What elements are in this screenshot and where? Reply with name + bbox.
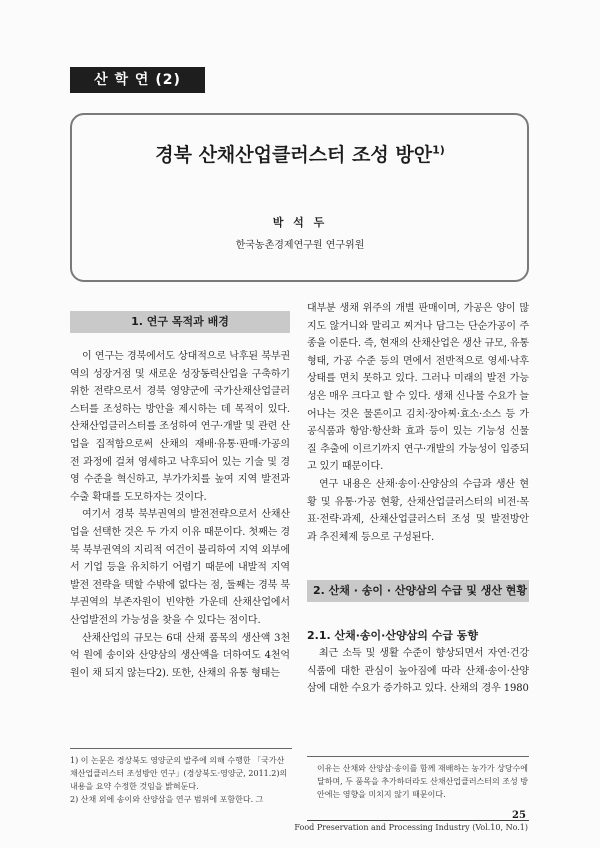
right-column-lower [307, 645, 529, 698]
paragraph: 최근 소득 및 생활 수준이 향상되면서 자연·건강식품에 대한 관심이 높아짐에 따라 산채·송이·산양삼에 대한 수요가 증가하고 있다. 산채의 경우 1980 [307, 648, 529, 695]
footnote-divider [307, 756, 529, 757]
left-column [70, 348, 290, 682]
journal-name: Food Preservation and Processing Industry (Vol.10, No.1) [294, 823, 528, 832]
paragraph: 대부분 생채 위주의 개별 판매이며, 가공은 양이 많지도 않거니와 말리고 찌거나 담그는 단순가공이 주종을 이룬다. 즉, 현재의 산채산업은 생산 규모, 유통 형태, 가공 수준 등의 면에서 전반적으로 영세·낙후 상태를 면치 못하고 있다. 그러나 미래의 발전 가능성은 매우 크다고 할 수 있다. 생채 신나물 수요가 늘어나는 것은 물론이고 김치·장아찌·효소·소스 등 가공식품과 항암·항산화 효과 등이 있는 기능성 신물질 추출에 이르기까지 연구·개발의 가능성이 입증되고 있기 때문이다. [307, 303, 529, 473]
section-heading-2: 2. 산채 · 송이 · 산양삼의 수급 및 생산 현황 [307, 580, 529, 602]
section-tag: 산 학 연 (2) [70, 67, 205, 93]
paragraph: 산채산업의 규모는 6대 산채 품목의 생산액 3천억 원에 송이와 산양삼의 생산액을 더하여도 4천억 원이 채 되지 않는다2). 또한, 산채의 유통 형태는 [70, 632, 290, 679]
title-footnote-mark: 1) [432, 143, 445, 157]
right-column [307, 300, 529, 546]
author-affiliation: 한국농촌경제연구원 연구위원 [235, 240, 365, 251]
footer-rule [307, 820, 529, 821]
subsection-heading: 2.1. 산채·송이·산양삼의 수급 동향 [307, 629, 479, 642]
article-title: 경북 산채산업클러스터 조성 방안$^{1)}$ [155, 143, 445, 166]
author-name: 박 석 두 [272, 216, 328, 229]
section-heading-1: 1. 연구 목적과 배경 [70, 311, 290, 333]
paragraph: 이 연구는 경북에서도 상대적으로 낙후된 북부권역의 성장거점 및 새로운 성장동력산업을 구축하기 위한 전략으로서 경북 영양군에 국가산채산업클러스터를 조성하는 방안을 제시하는 데 목적이 있다. 산채산업클러스터를 조성하여 연구·개발 및 관련 산업을 집적함으로써 산채의 재배·유통·판매·가공의 전 과정에 걸쳐 영세하고 낙후되어 있는 기술 및 경영 수준을 혁신하고, 부가가치를 높여 지역 발전과 수출 확대를 도모하자는 것이다. [70, 351, 290, 503]
footnote-continued: 이유는 산채와 산양삼·송이를 함께 재배하는 농가가 상당수에 달하며, 두 품목을 추가하더라도 산채산업클러스터의 조성 방안에는 영향을 미치지 않기 때문이다. [317, 764, 528, 799]
page-number: 25 [512, 810, 526, 821]
footnote: 2) 산채 외에 송이와 산양삼을 연구 범위에 포함한다. 그 [70, 795, 264, 804]
title-box [70, 113, 529, 282]
paragraph: 연구 내용은 산채·송이·산양삼의 수급과 생산 현황 및 유통·가공 현황, 산채산업클러스터의 비전·목표·전략·과제, 산채산업클러스터 조성 및 발전방안과 추진체제 등으로 구성된다. [307, 478, 529, 543]
footnote-divider [70, 748, 292, 749]
footnote: 1) 이 논문은 경상북도 영양군의 발주에 의해 수행한 「국가산채산업클러스터 조성방안 연구」(경상북도·영양군, 2011.2)의 내용을 요약 수정한 것임을 밝혀둔다. [70, 756, 288, 791]
paragraph: 여기서 경북 북부권역의 발전전략으로서 산채산업을 선택한 것은 두 가지 이유 때문이다. 첫째는 경북 북부권역의 지리적 여건이 불리하여 지역 외부에서 기업 등을 유치하기 어렵기 때문에 내발적 지역발전 전략을 택할 수밖에 없다는 점, 둘째는 경북 북부권역의 부존자원이 빈약한 가운데 산채산업에서 산업발전의 가능성을 찾을 수 있다는 점이다. [70, 509, 290, 626]
footnotes-left [70, 754, 292, 806]
